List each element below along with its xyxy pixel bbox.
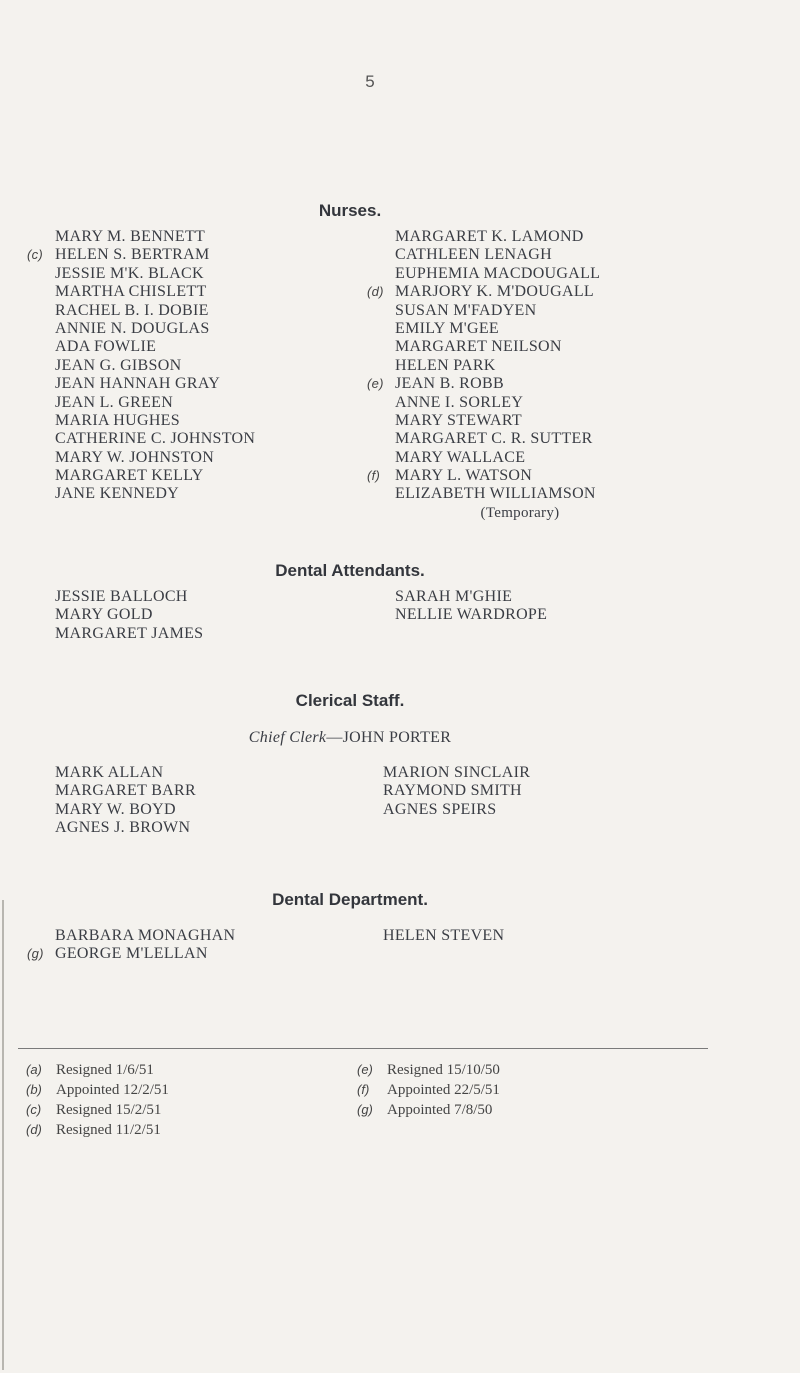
staff-name: EUPHEMIA MACDOUGALL — [395, 264, 601, 282]
clerical-staff-entry: MARK ALLAN — [55, 764, 164, 781]
footnote-item — [26, 1080, 169, 1100]
staff-name: BARBARA MONAGHAN — [55, 927, 236, 944]
clerical-staff-entry: AGNES SPEIRS — [383, 800, 497, 818]
staff-name: HELEN S. BERTRAM — [55, 246, 210, 264]
footnotes-right — [357, 1060, 500, 1120]
footnote-text: Appointed 12/2/51 — [56, 1082, 169, 1098]
nurse-entry — [395, 320, 600, 338]
staff-name: JEAN L. GREEN — [55, 393, 174, 411]
footnote-marker: (e) — [367, 376, 384, 392]
chief-clerk-name: —JOHN PORTER — [326, 729, 452, 746]
staff-name: MARY W. JOHNSTON — [55, 448, 215, 466]
staff-name: MARY L. WATSON — [395, 467, 533, 485]
staff-name: MARGARET K. LAMOND — [395, 228, 584, 245]
staff-name: JEAN B. ROBB — [395, 375, 504, 393]
dental-department-left-column — [27, 927, 236, 964]
page-number: 5 — [365, 72, 375, 91]
footnote-marker: (c) — [27, 247, 44, 263]
footnote-marker: (a) — [26, 1062, 42, 1077]
clerical-right-column — [383, 764, 530, 819]
footnote-marker: (g) — [357, 1102, 373, 1117]
staff-name: JANE KENNEDY — [55, 485, 180, 503]
staff-name: JEAN G. GIBSON — [55, 356, 182, 374]
footnote-item — [357, 1080, 500, 1100]
footnote-item — [357, 1060, 500, 1080]
nurse-entry — [55, 338, 255, 356]
dental-attendant-entry: JESSIE BALLOCH — [55, 588, 188, 605]
staff-name: MARGARET NEILSON — [395, 338, 562, 356]
footnote-item — [26, 1100, 169, 1120]
staff-name: MARJORY K. M'DOUGALL — [395, 283, 594, 301]
staff-name: ADA FOWLIE — [55, 338, 157, 356]
temporary-note: (Temporary) — [480, 505, 560, 521]
nurse-entry — [367, 283, 600, 301]
dental-attendant-entry: SARAH M'GHIE — [395, 588, 513, 605]
nurse-entry — [395, 338, 600, 356]
footnote-marker: (c) — [26, 1102, 42, 1117]
page-edge-shadow — [2, 900, 4, 1370]
nurse-entry — [395, 357, 600, 375]
clerical-staff-heading: Clerical Staff. — [295, 691, 405, 710]
staff-name: GEORGE M'LELLAN — [55, 945, 208, 963]
nurse-entry — [55, 320, 255, 338]
dental-attendants-right-column — [395, 588, 547, 625]
clerical-left-column — [55, 764, 196, 838]
nurse-entry — [55, 394, 255, 412]
footnote-text: Appointed 22/5/51 — [387, 1082, 500, 1098]
staff-name: MARTHA CHISLETT — [55, 283, 207, 301]
clerical-staff-entry: RAYMOND SMITH — [383, 782, 522, 800]
clerical-staff-entry: AGNES J. BROWN — [55, 819, 191, 837]
nurse-entry — [55, 265, 255, 283]
nurse-entry — [27, 246, 255, 264]
nurses-left-column — [27, 228, 256, 504]
nurse-entry — [395, 302, 600, 320]
nurse-entry — [55, 302, 255, 320]
nurses-heading: Nurses. — [318, 201, 382, 220]
nurse-entry — [395, 485, 600, 503]
footnote-text: Resigned 1/6/51 — [56, 1062, 154, 1078]
nurse-entry — [55, 485, 255, 503]
staff-name: RACHEL B. I. DOBIE — [55, 301, 209, 319]
staff-name: MARIA HUGHES — [55, 411, 180, 429]
staff-name: SUSAN M'FADYEN — [395, 301, 537, 319]
footnote-text: Appointed 7/8/50 — [387, 1102, 493, 1118]
nurse-entry — [55, 228, 255, 246]
staff-name: ANNE I. SORLEY — [395, 393, 524, 411]
dental-department-heading: Dental Department. — [272, 890, 428, 909]
footnote-item — [26, 1120, 169, 1140]
clerical-staff-entry: MARGARET BARR — [55, 782, 196, 800]
nurse-entry — [55, 375, 255, 393]
nurse-entry — [55, 467, 255, 485]
staff-name: JESSIE M'K. BLACK — [55, 264, 204, 282]
staff-name: HELEN PARK — [395, 356, 496, 374]
staff-name: MARGARET C. R. SUTTER — [395, 430, 593, 448]
staff-name: MARY STEWART — [395, 411, 522, 429]
chief-clerk-title: Chief Clerk — [248, 729, 327, 746]
footnote-marker: (g) — [27, 946, 44, 962]
nurse-entry — [367, 467, 600, 485]
footnote-item — [357, 1100, 500, 1120]
nurse-entry — [395, 246, 600, 264]
staff-name: MARGARET KELLY — [55, 467, 204, 485]
dental-attendant-entry: NELLIE WARDROPE — [395, 606, 548, 624]
staff-name: EMILY M'GEE — [395, 319, 499, 337]
footnotes-left — [26, 1060, 169, 1140]
nurse-entry — [395, 449, 600, 467]
footnote-divider — [18, 1048, 708, 1049]
nurse-entry — [395, 265, 600, 283]
staff-name: JEAN HANNAH GRAY — [55, 375, 221, 393]
dental-attendants-left-column — [55, 588, 203, 643]
nurse-entry — [395, 228, 600, 246]
footnote-marker: (b) — [26, 1082, 42, 1097]
nurse-entry — [395, 412, 600, 430]
footnote-marker: (f) — [357, 1082, 370, 1097]
nurse-entry — [55, 283, 255, 301]
dental-department-entry — [27, 945, 235, 963]
clerical-staff-entry: MARY W. BOYD — [55, 800, 176, 818]
footnote-marker: (e) — [357, 1062, 373, 1077]
footnote-text: Resigned 15/2/51 — [56, 1102, 162, 1118]
footnote-text: Resigned 11/2/51 — [56, 1122, 161, 1138]
nurse-entry — [55, 430, 255, 448]
dental-department-right-column — [383, 927, 504, 945]
nurse-entry — [367, 375, 600, 393]
staff-name: CATHERINE C. JOHNSTON — [55, 430, 256, 448]
dental-attendant-entry: MARGARET JAMES — [55, 624, 204, 642]
nurse-entry — [395, 394, 600, 412]
staff-name: CATHLEEN LENAGH — [395, 246, 552, 264]
dental-attendant-entry: MARY GOLD — [55, 606, 153, 624]
chief-clerk-line — [0, 729, 700, 747]
dental-department-entry — [55, 927, 235, 945]
staff-name: MARY M. BENNETT — [55, 228, 206, 245]
dental-department-entry: HELEN STEVEN — [383, 927, 505, 944]
nurse-entry — [55, 357, 255, 375]
nurse-entry — [55, 449, 255, 467]
footnote-marker: (d) — [367, 284, 384, 300]
clerical-staff-entry: MARION SINCLAIR — [383, 764, 531, 781]
staff-name: ANNIE N. DOUGLAS — [55, 319, 210, 337]
nurse-entry — [395, 430, 600, 448]
footnote-marker: (f) — [367, 468, 381, 484]
staff-name: MARY WALLACE — [395, 448, 526, 466]
footnote-marker: (d) — [26, 1122, 42, 1137]
nurses-right-column — [367, 228, 601, 504]
nurse-entry — [55, 412, 255, 430]
dental-attendants-heading: Dental Attendants. — [275, 561, 425, 580]
staff-name: ELIZABETH WILLIAMSON — [395, 485, 596, 503]
footnote-text: Resigned 15/10/50 — [387, 1062, 500, 1078]
footnote-item — [26, 1060, 169, 1080]
